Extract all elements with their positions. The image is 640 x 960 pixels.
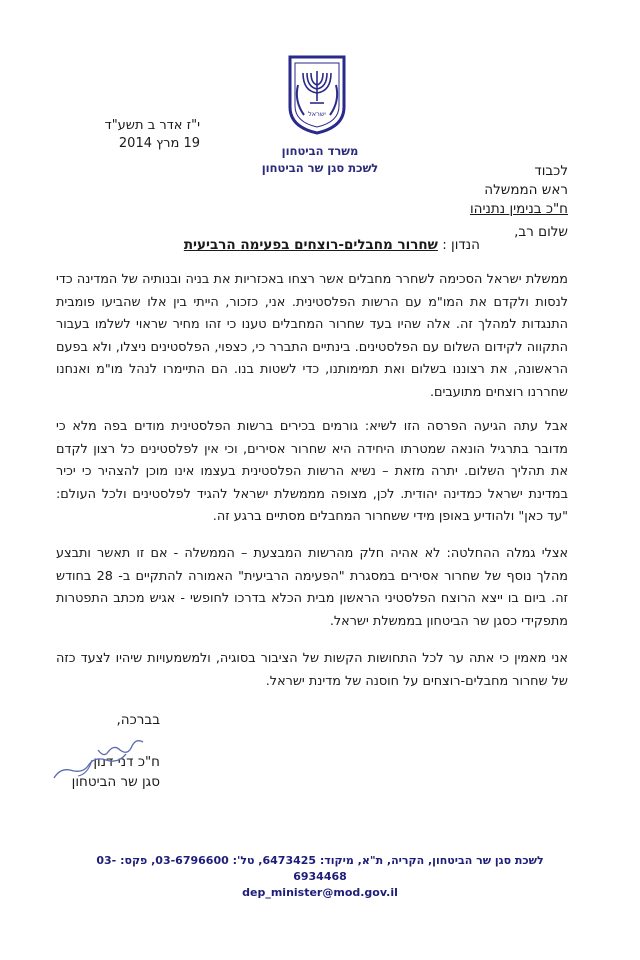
hebrew-date: י"ז אדר ב תשע"ד [104,118,200,133]
emblem-text: ישראל [308,110,326,118]
recipient-block [300,162,568,219]
recipient-name: ח"כ בנימין נתניהו [469,201,568,217]
footer-address: לשכת סגן שר הביטחון, הקריה, ת"א, מיקוד: 6473425, טל': 03-6796600, פקס: 03-6934468 [96,854,544,883]
footer-contact [90,853,550,901]
footer-email: dep_minister@mod.gov.il [242,886,398,899]
recipient-title: ראש הממשלה [484,182,568,198]
subject-title: שחרור מחבלים-רוצחים בפעימה הרביעית [183,237,438,253]
signer-title: סגן שר הביטחון [71,774,160,790]
signer-name: ח"כ דני דנון [93,754,160,770]
subject-label: הנדון : [442,237,480,253]
greeting: שלום רב, [514,224,568,240]
letter-date [60,117,200,153]
subject-line [120,237,480,253]
body-paragraph-2: אבל עתה הגיעה הפרסה הזו לשיא: גורמים בכירים ברשות הפלסטינית מודים בפה מלא כי מדובר בתרגיל הונאה שמטרתו היחידה היא שחרור אסירים, וכי אין לפלסטינים כל רצון לקדם את תהליך השלום. יתרה מזאת – נשיא הרשות הפלסטינית בעצמו אינו מוכן להצהיר כי יכיר במדינת ישראל כמדינה יהודית. לכן, מצופה מממשלת ישראל להגיד לפלסטינים ולכל העולם: "עד כאן" ולהודיע באופן מידי ששחרור המחבלים מסתיים ברגע זה. [56,419,568,524]
body-paragraph-3: אצלי גמלה ההחלטה: לא אהיה חלק מהרשות המבצעת – הממשלה - אם זו תאשר ותבצע מהלך נוסף של שחרור אסירים במסגרת "הפעימה הרביעית" האמורה להתקיים ב- 28 בחודש זה. ביום בו ייצא הרוצח הפלסטיני הראשון מבית הכלא בדרכו לחופשי - אגיש מכתב התפטרות מתפקידי כסגן שר הביטחון בממשלת ישראל. [56,546,568,629]
closing-blessing: בברכה, [116,712,160,728]
ministry-name: משרד הביטחון [281,144,359,158]
handwritten-signature [48,730,158,790]
state-emblem-icon [286,55,348,135]
recipient-salutation: לכבוד [534,163,568,179]
body-paragraph-1: ממשלת ישראל הסכימה לשחרר מחבלים אשר רצחו באכזריות את בניה ובנותיה של המדינה כדי לנסות ולקדם את המו"מ עם הרשות הפלסטינית. אני, כזכור, הייתי בין אלו שהביעו פומבית התנגדות למהלך זה. אלה שהיו בעד שחרור המחבלים טענו כי זהו מחיר שראוי לשלמו בעבור התקווה לקידום השלום עם הפלסטינים. בינתיים התברר כי, כצפוי, הפלסטינים ניצלו, ולא בפעם הראשונה, את רצוננו בשלום ואת תמימותנו, כדי לשטות בנו. הם התיימרו לנהל מו"מ ואנחנו שחררנו רוצחים מתועבים. [56,272,568,400]
office-name: לשכת סגן שר הביטחון [261,161,379,175]
gregorian-date: 19 מרץ 2014 [118,136,200,151]
body-paragraph-4: אני מאמין כי אתה ער לכל התחושות הקשות של הציבור בסוגיה, ולמשמעויות שיהיו לצעד כזה של שחרור מחבלים-רוצחים על חוסנה של מדינת ישראל. [56,651,568,689]
